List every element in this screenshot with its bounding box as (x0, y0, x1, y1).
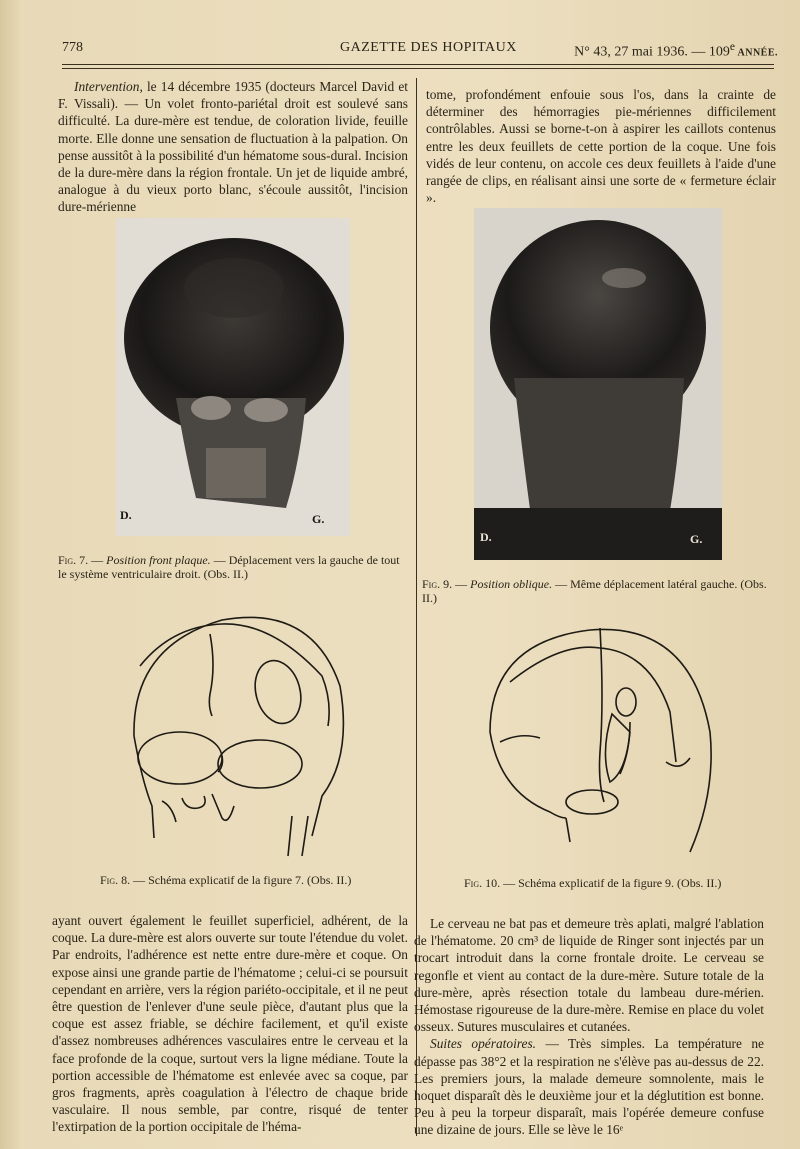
page-header (62, 40, 778, 62)
fig9-label-d: D. (480, 530, 492, 544)
page-number: 778 (62, 40, 83, 55)
figure-7-caption: Fig. 7. — Position front plaque. — Déplacement vers la gauche de tout le système ventriculaire droit. (Obs. II.) (58, 553, 400, 581)
issue-info: N° 43, 27 mai 1936. — 109e ANNÉE. (574, 40, 778, 60)
figure-9-xray (474, 208, 722, 560)
figure-10-caption: Fig. 10. — Schéma explicatif de la figure 9. (Obs. II.) (464, 876, 722, 890)
header-rule (62, 64, 774, 65)
right-bottom-paragraphs: Le cerveau ne bat pas et demeure très aplati, malgré l'ablation de l'hématome. 20 cm³ de liquide de Ringer sont injectés par un trocart introduit dans la corne frontale droite. Le cerveau se regonfle et vient au contact de la dure-mère. Suture totale de la dure-mère, après résection totale du lambeau dure-mérien. Hémostase rigoureuse de la dure-mère. Remise en place du volet osseux. Sutures musculaires et cutanées. Suites opératoires. — Très simples. La température ne dépasse pas 38°2 et la respiration ne s'élève pas au-dessus de 22. Les premiers jours, la malade demeure somnolente, mais le hoquet disparaît dès le deuxième jour et la déglutition est bonne. Peu à peu la torpeur disparaît, mais l'opérée demeure confuse une dizaine de jours. Elle se lève le 16ᵉ (414, 916, 764, 1138)
fig9-label-g: G. (690, 532, 703, 546)
figure-8-caption: Fig. 8. — Schéma explicatif de la figure 7. (Obs. II.) (100, 873, 352, 887)
header-rule-thin (62, 68, 774, 69)
fig7-label-g: G. (312, 512, 325, 526)
figure-7-xray (116, 218, 350, 536)
journal-title: GAZETTE DES HOPITAUX (340, 40, 517, 55)
figure-10-schematic (480, 622, 720, 872)
xray-skull-oblique (474, 208, 722, 560)
figure-8-schematic (112, 606, 362, 866)
fig7-label-d: D. (120, 508, 132, 522)
xray-skull-front (116, 218, 350, 536)
left-bottom-paragraph: ayant ouvert également le feuillet superficiel, adhérent, de la coque. La dure-mère est alors ouverte sur toute l'étendue du volet. Par endroits, l'adhérence est nette entre dure-mère et coque. On expose ainsi une grande partie de l'hématome ; celui-ci se poursuit cependant en arrière, vers la région pariéto-occipitale, et il ne peut être question de l'enlever d'une seule pièce, d'autant plus que la coque est assez friable, se déchire facilement, et qu'il existe d'assez nombreuses adhérences vasculaires entre le cerveau et la face profonde de la coque, surtout vers la ligne médiane. Toute la portion accessible de l'hématome est enlevée avec sa coque, par gros fragments, après coagulation à l'électro de chaque bride vasculaire. Il nous semble, par contre, risqué de tenter l'extirpation de la portion occipitale de l'héma- (52, 913, 408, 1135)
figure-9-caption: Fig. 9. — Position oblique. — Même déplacement latéral gauche. (Obs. II.) (422, 577, 767, 605)
left-top-paragraph: Intervention, le 14 décembre 1935 (docteurs Marcel David et F. Vissali). — Un volet fronto-pariétal droit est soulevé sans difficulté. La dure-mère est tendue, de coloration livide, feuille morte. Elle donne une sensation de fluctuation à la palpation. On pense aussitôt à la possibilité d'un hématome sous-dural. Incision de la dure-mère dans la région frontale. Un jet de liquide ambré, analogue à du vieux porto blanc, s'écoule aussitôt, l'incision dure-mérienne (58, 79, 408, 215)
right-top-paragraph: tome, profondément enfouie sous l'os, dans la crainte de déterminer des hémorragies pie-mériennes difficilement contrôlables. Aussi se borne-t-on à aspirer les caillots contenus entre les deux feuillets de cette portion de la coque. Une fois vidés de leur contenu, on accole ces deux feuillets à l'aide d'une rangée de clips, en réalisant ainsi une sorte de « fermeture éclair ». (426, 87, 776, 206)
